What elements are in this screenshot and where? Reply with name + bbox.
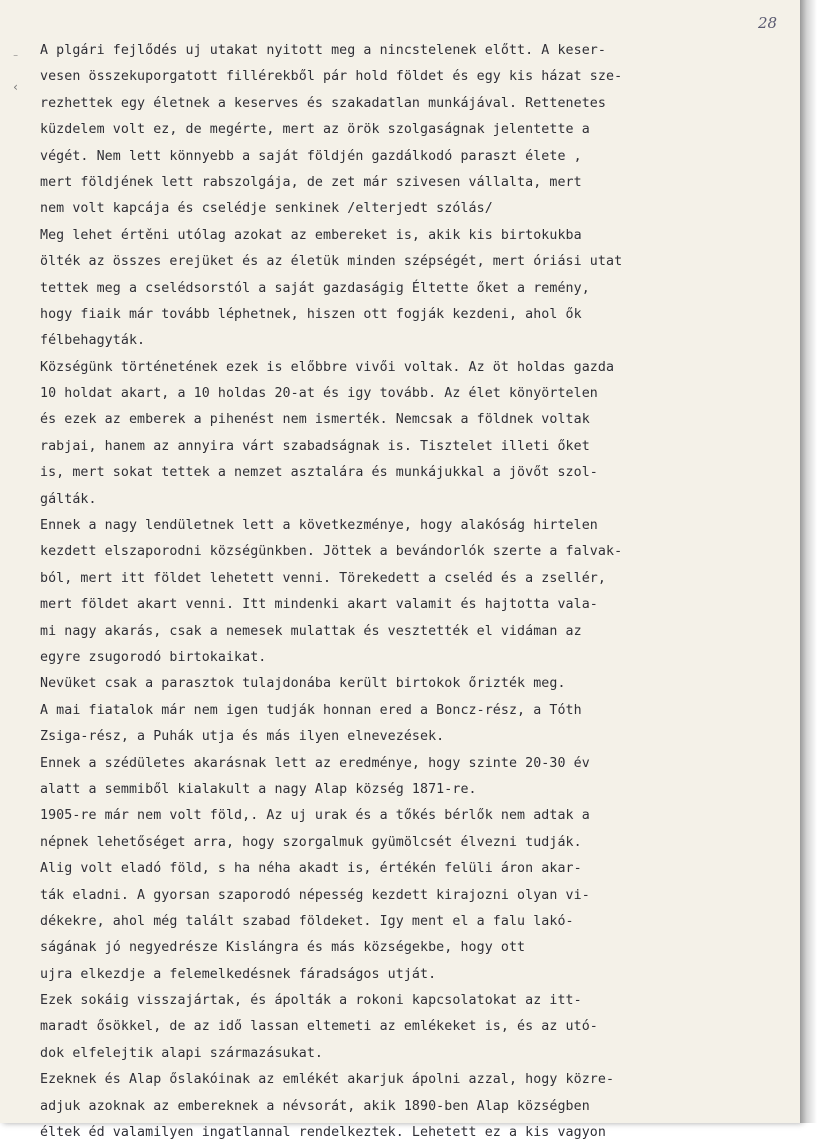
typewritten-text	[40, 38, 790, 1146]
text-line: ságának jó negyedrésze Kislángra és más községekbe, hogy ott	[40, 940, 526, 956]
text-line: is, mert sokat tettek a nemzet asztalára és munkájukkal a jövőt szol-	[40, 465, 598, 481]
text-line: Ezek sokáig visszajártak, és ápolták a rokoni kapcsolatokat az itt-	[40, 993, 582, 1009]
text-line: A mai fiatalok már nem igen tudják honnan ered a Boncz-rész, a Tóth	[40, 702, 582, 718]
text-line: Meg lehet értěni utólag azokat az embereket is, akik kis birtokukba	[40, 227, 582, 243]
text-line: Ennek a nagy lendületnek lett a következménye, hogy alakóság hirtelen	[40, 518, 598, 534]
text-line: nem volt kapcája és cselédje senkinek /elterjedt szólás/	[40, 201, 493, 217]
text-line: maradt ősökkel, de az idő lassan eltemeti az emlékeket is, és az utó-	[40, 1019, 598, 1035]
text-line: ujra elkezdje a felemelkedésnek fáradságos utját.	[40, 966, 437, 982]
text-line: gálták.	[40, 491, 97, 507]
text-line: Ezeknek és Alap őslakóinak az emlékét akarjuk ápolni azzal, hogy közre-	[40, 1072, 615, 1088]
text-line: Ennek a szédületes akarásnak lett az eredménye, hogy szinte 20-30 év	[40, 755, 590, 771]
page-number: 28	[758, 14, 778, 32]
text-line: 1905-re már nem volt föld,. Az uj urak és a tőkés bérlők nem adtak a	[40, 808, 590, 824]
text-line: Alig volt eladó föld, s ha néha akadt is, értékén felüli áron akar-	[40, 861, 582, 877]
text-line: és ezek az emberek a pihenést nem ismerték. Nemcsak a földnek voltak	[40, 412, 590, 428]
text-line: küzdelem volt ez, de megérte, mert az örök szolgaságnak jelentette a	[40, 122, 590, 138]
text-line: hogy fiaik már tovább léphetnek, hiszen ott fogják kezdeni, ahol ők	[40, 306, 582, 322]
text-line: mi nagy akarás, csak a nemesek mulattak és vesztették el vidáman az	[40, 623, 582, 639]
text-line: ból, mert itt földet lehetett venni. Törekedett a cseléd és a zsellér,	[40, 570, 606, 586]
page-edge-shadow	[800, 0, 817, 1123]
text-line: Nevüket csak a parasztok tulajdonába került birtokok őrizték meg.	[40, 676, 566, 692]
text-line: tettek meg a cselédsorstól a saját gazdaságig Éltette őket a remény,	[40, 280, 590, 296]
margin-mark: ‹	[12, 80, 20, 94]
text-line: egyre zsugorodó birtokaikat.	[40, 649, 267, 665]
text-line: végét. Nem lett könnyebb a saját földjén gazdálkodó paraszt élete ,	[40, 148, 582, 164]
text-line: 10 holdat akart, a 10 holdas 20-at és igy tovább. Az élet könyörtelen	[40, 386, 598, 402]
text-line: ölték az összes erejüket és az életük minden szépségét, mert óriási utat	[40, 254, 623, 270]
text-line: Zsiga-rész, a Puhák utja és más ilyen elnevezések.	[40, 729, 445, 745]
text-line: mert földet akart venni. Itt mindenki akart valamit és hajtotta vala-	[40, 597, 598, 613]
text-line: Községünk történetének ezek is előbbre vivői voltak. Az öt holdas gazda	[40, 359, 615, 375]
text-line: népnek lehetőséget arra, hogy szorgalmuk gyümölcsét élvezni tudják.	[40, 834, 582, 850]
text-line: ták eladni. A gyorsan szaporodó népesség kezdett kirajozni olyan vi-	[40, 887, 590, 903]
text-line: rabjai, hanem az annyira várt szabadságnak is. Tisztelet illeti őket	[40, 438, 590, 454]
margin-mark: ⁻	[12, 50, 20, 64]
text-line: mert földjének lett rabszolgája, de zet már szivesen vállalta, mert	[40, 174, 582, 190]
text-line: kezdett elszaporodni községünkben. Jöttek a bevándorlók szerte a falvak-	[40, 544, 623, 560]
text-line: vesen összekuporgatott fillérekből pár hold földet és egy kis házat sze-	[40, 69, 623, 85]
text-line: rezhettek egy életnek a keserves és szakadatlan munkájával. Rettenetes	[40, 95, 606, 111]
text-line: dékekre, ahol még talált szabad földeket. Igy ment el a falu lakó-	[40, 913, 574, 929]
text-line: dok elfelejtik alapi származásukat.	[40, 1045, 323, 1061]
text-line: A plgári fejlődés uj utakat nyitott meg a nincstelenek előtt. A keser-	[40, 43, 606, 58]
text-line: félbehagyták.	[40, 333, 146, 349]
text-line: adjuk azoknak az embereknek a névsorát, akik 1890-ben Alap községben	[40, 1098, 590, 1114]
text-line: alatt a semmiből kialakult a nagy Alap község 1871-re.	[40, 781, 477, 797]
text-line: éltek éd valamilyen ingatlannal rendelkeztek. Lehetett ez a kis vagyon	[40, 1125, 606, 1141]
